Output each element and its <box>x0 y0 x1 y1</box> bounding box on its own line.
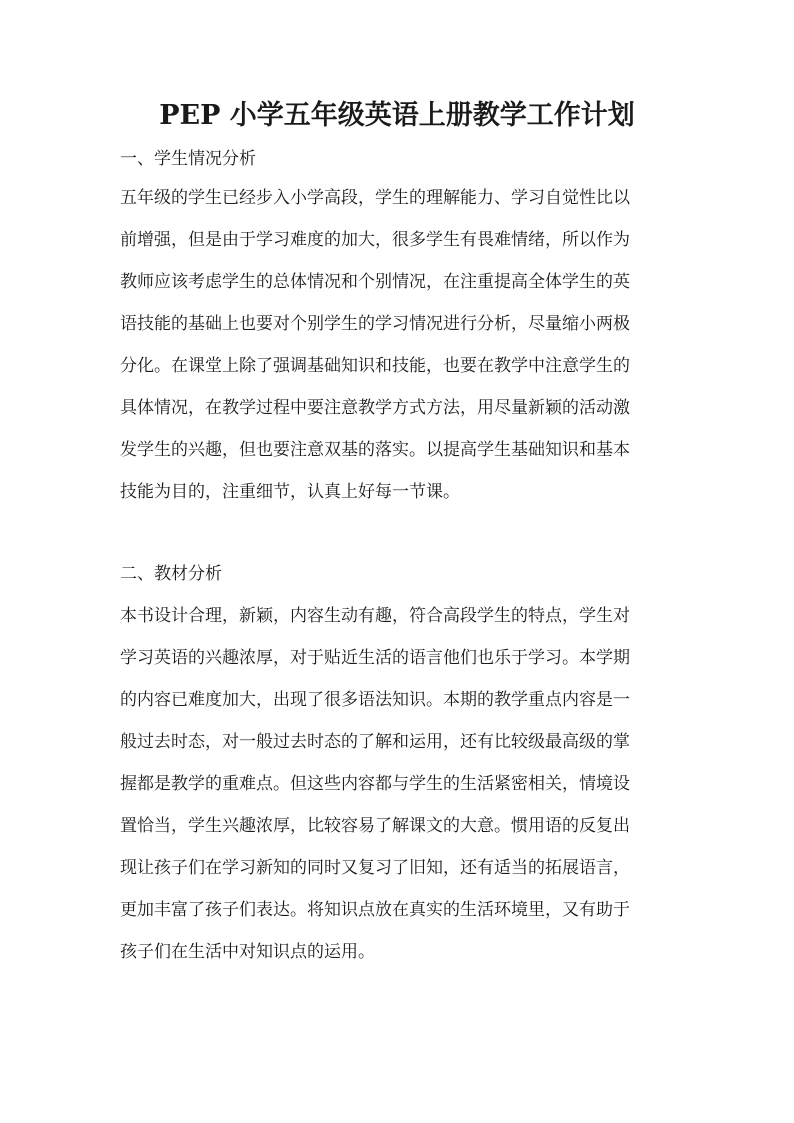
text-line: 的内容已难度加大，出现了很多语法知识。本期的教学重点内容是一 <box>120 690 630 710</box>
text-line: 现让孩子们在学习新知的同时又复习了旧知，还有适当的拓展语言， <box>120 858 630 878</box>
text-line: 置恰当，学生兴趣浓厚，比较容易了解课文的大意。惯用语的反复出 <box>120 816 630 836</box>
text-line: 孩子们在生活中对知识点的运用。 <box>120 942 375 962</box>
text-line: 分化。在课堂上除了强调基础知识和技能，也要在教学中注意学生的 <box>120 356 630 376</box>
text-line: 发学生的兴趣，但也要注意双基的落实。以提高学生基础知识和基本 <box>120 440 630 460</box>
text-line: 具体情况，在教学过程中要注意教学方式方法，用尽量新颖的活动激 <box>120 398 630 418</box>
section-heading-textbook-analysis: 二、教材分析 <box>120 564 222 584</box>
text-line: 教师应该考虑学生的总体情况和个别情况，在注重提高全体学生的英 <box>120 272 630 292</box>
text-line: 学习英语的兴趣浓厚，对于贴近生活的语言他们也乐于学习。本学期 <box>120 648 630 668</box>
document-title: PEP 小学五年级英语上册教学工作计划 <box>159 100 635 131</box>
text-line: 前增强，但是由于学习难度的加大，很多学生有畏难情绪，所以作为 <box>120 230 630 250</box>
section-heading-student-analysis: 一、学生情况分析 <box>120 149 256 169</box>
text-line: 更加丰富了孩子们表达。将知识点放在真实的生活环境里，又有助于 <box>120 900 630 920</box>
text-line: 技能为目的，注重细节，认真上好每一节课。 <box>120 482 460 502</box>
text-line: 握都是教学的重难点。但这些内容都与学生的生活紧密相关，情境设 <box>120 774 630 794</box>
text-line: 本书设计合理，新颖，内容生动有趣，符合高段学生的特点，学生对 <box>120 606 630 626</box>
text-line: 语技能的基础上也要对个别学生的学习情况进行分析，尽量缩小两极 <box>120 314 630 334</box>
text-line: 般过去时态，对一般过去时态的了解和运用，还有比较级最高级的掌 <box>120 732 630 752</box>
text-line: 五年级的学生已经步入小学高段，学生的理解能力、学习自觉性比以 <box>120 188 630 208</box>
